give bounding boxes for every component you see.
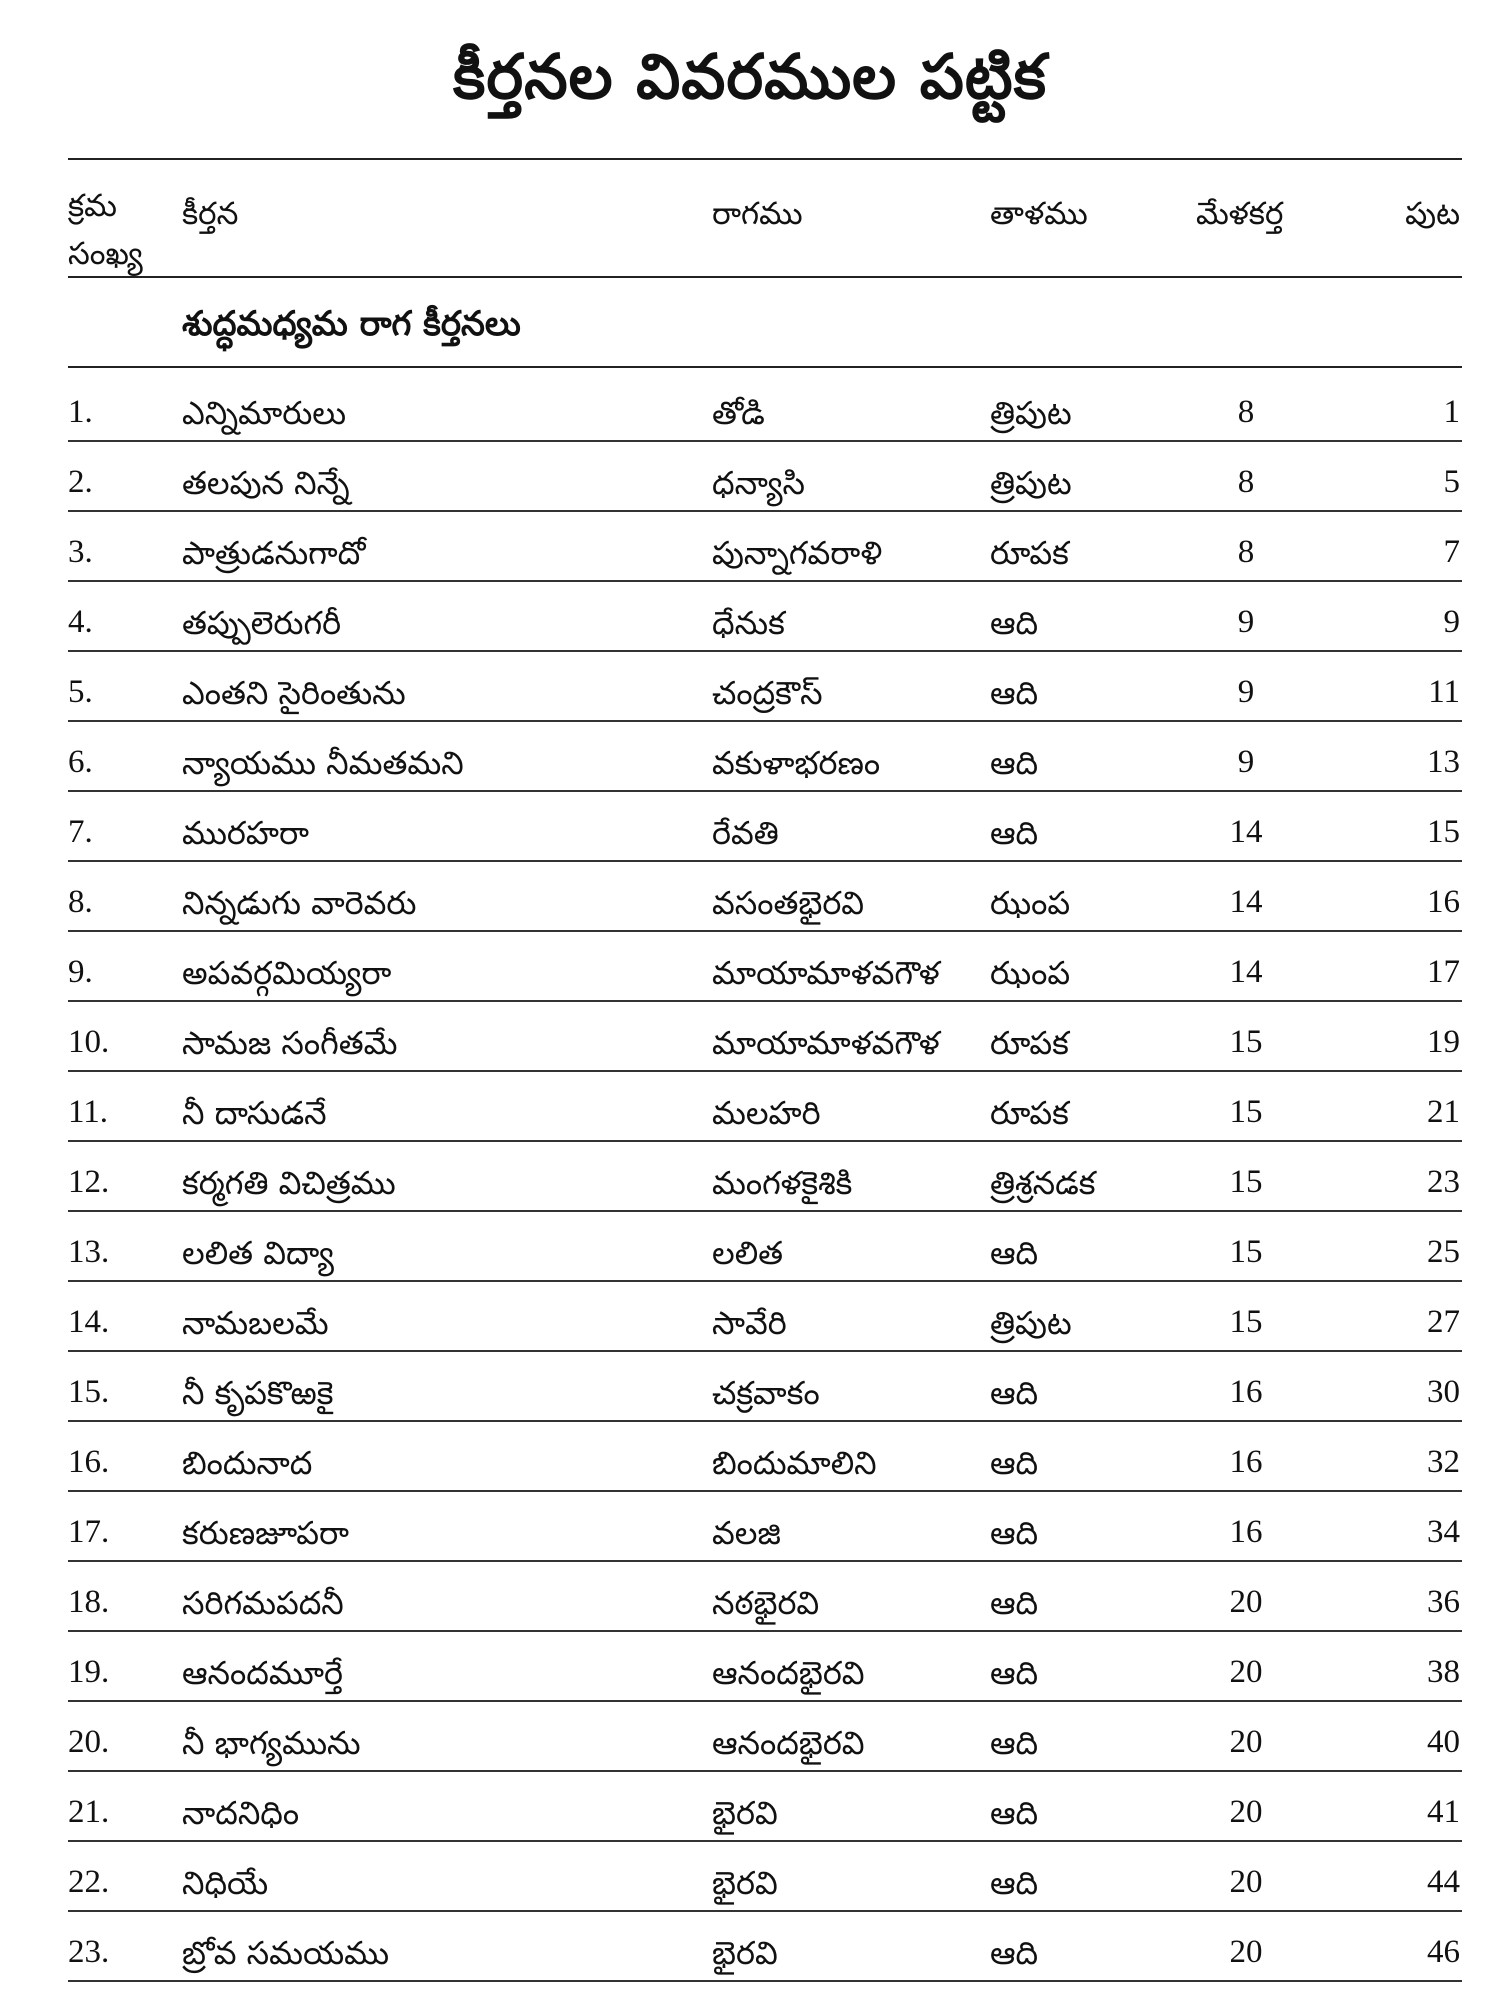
kirtana-cell: నీ భాగ్యమును — [182, 1724, 361, 1762]
page-number-cell: 17 — [1427, 954, 1460, 990]
page-number-cell: 40 — [1427, 1724, 1460, 1760]
page-number-cell: 44 — [1427, 1864, 1460, 1900]
melakarta-cell: 9 — [1237, 674, 1255, 710]
talam-cell: ఝంప — [990, 954, 1071, 992]
serial-number-cell: 19. — [68, 1654, 110, 1690]
table-row — [68, 862, 1462, 932]
kirtana-cell: తలపున నిన్నే — [182, 464, 350, 502]
header-talam: తాళము — [990, 196, 1088, 232]
table-row — [68, 1282, 1462, 1352]
kirtana-cell: ఆనందమూర్తే — [182, 1654, 344, 1692]
talam-cell: ఆది — [990, 744, 1039, 782]
ragam-cell: ధన్యాసి — [712, 464, 805, 502]
page-number-cell: 46 — [1427, 1934, 1460, 1970]
ragam-cell: చక్రవాకం — [712, 1374, 820, 1412]
page-number-cell: 5 — [1443, 464, 1460, 500]
melakarta-cell: 20 — [1229, 1724, 1263, 1760]
table-row — [68, 372, 1462, 442]
talam-cell: ఆది — [990, 1444, 1039, 1482]
serial-number-cell: 11. — [68, 1094, 109, 1130]
ragam-cell: ఆనందభైరవి — [712, 1724, 865, 1762]
melakarta-cell: 20 — [1229, 1794, 1263, 1830]
table-row — [68, 1002, 1462, 1072]
kirtana-table — [68, 372, 1462, 1982]
serial-number-cell: 15. — [68, 1374, 110, 1410]
talam-cell: ఆది — [990, 674, 1039, 712]
melakarta-cell: 8 — [1237, 394, 1255, 430]
melakarta-cell: 20 — [1229, 1864, 1263, 1900]
melakarta-cell: 20 — [1229, 1934, 1263, 1970]
page-number-cell: 32 — [1427, 1444, 1460, 1480]
talam-cell: ఝంప — [990, 884, 1071, 922]
table-row — [68, 1422, 1462, 1492]
table-row — [68, 582, 1462, 652]
kirtana-cell: ఎంతని సైరింతును — [182, 674, 406, 712]
table-row — [68, 1562, 1462, 1632]
table-row — [68, 512, 1462, 582]
table-row — [68, 1772, 1462, 1842]
section-title: శుద్ధమధ్యమ రాగ కీర్తనలు — [182, 304, 521, 344]
ragam-cell: రేవతి — [712, 814, 779, 852]
melakarta-cell: 15 — [1229, 1164, 1263, 1200]
page-number-cell: 9 — [1443, 604, 1460, 640]
kirtana-cell: నిధియే — [182, 1864, 269, 1902]
melakarta-cell: 20 — [1229, 1654, 1263, 1690]
talam-cell: ఆది — [990, 604, 1039, 642]
page-number-cell: 1 — [1443, 394, 1460, 430]
serial-number-cell: 13. — [68, 1234, 110, 1270]
kirtana-cell: లలిత విద్యా — [182, 1234, 334, 1272]
ragam-cell: భైరవి — [712, 1934, 778, 1972]
ragam-cell: చంద్రకౌస్ — [712, 674, 823, 712]
page-number-cell: 25 — [1427, 1234, 1460, 1270]
serial-number-cell: 2. — [68, 464, 93, 500]
talam-cell: త్రిశ్రనడక — [990, 1164, 1096, 1202]
serial-number-cell: 16. — [68, 1444, 110, 1480]
page-number-cell: 19 — [1427, 1024, 1460, 1060]
page-number-cell: 41 — [1427, 1794, 1460, 1830]
ragam-cell: మాయామాళవగౌళ — [712, 954, 940, 992]
kirtana-cell: న్యాయము నీమతమని — [182, 744, 464, 782]
header-ragam: రాగము — [712, 196, 803, 232]
melakarta-cell: 15 — [1229, 1234, 1263, 1270]
table-row — [68, 1632, 1462, 1702]
serial-number-cell: 10. — [68, 1024, 110, 1060]
ragam-cell: వసంతభైరవి — [712, 884, 865, 922]
table-row — [68, 1072, 1462, 1142]
melakarta-cell: 15 — [1229, 1304, 1263, 1340]
kirtana-cell: ఎన్నిమారులు — [182, 394, 347, 432]
kirtana-cell: సామజ సంగీతమే — [182, 1024, 398, 1062]
table-row — [68, 1212, 1462, 1282]
talam-cell: ఆది — [990, 1934, 1039, 1972]
table-row — [68, 1492, 1462, 1562]
melakarta-cell: 14 — [1229, 814, 1263, 850]
kirtana-cell: నిన్నడుగు వారెవరు — [182, 884, 417, 922]
ragam-cell: భైరవి — [712, 1794, 778, 1832]
ragam-cell: బిందుమాలిని — [712, 1444, 877, 1482]
melakarta-cell: 9 — [1237, 744, 1255, 780]
talam-cell: ఆది — [990, 1374, 1039, 1412]
table-row — [68, 1702, 1462, 1772]
serial-number-cell: 21. — [68, 1794, 110, 1830]
ragam-cell: ఆనందభైరవి — [712, 1654, 865, 1692]
talam-cell: ఆది — [990, 1584, 1039, 1622]
serial-number-cell: 20. — [68, 1724, 110, 1760]
serial-number-cell: 18. — [68, 1584, 110, 1620]
kirtana-cell: అపవర్గమియ్యరా — [182, 954, 392, 992]
serial-number-cell: 1. — [68, 394, 93, 430]
serial-number-cell: 3. — [68, 534, 93, 570]
talam-cell: త్రిపుట — [990, 464, 1072, 502]
header-serial-number: క్రమ సంఖ్య — [68, 188, 143, 272]
ragam-cell: సావేరి — [712, 1304, 787, 1342]
table-row — [68, 1352, 1462, 1422]
kirtana-cell: నాదనిధిం — [182, 1794, 300, 1832]
ragam-cell: మంగళకైశికి — [712, 1164, 853, 1202]
melakarta-cell: 20 — [1229, 1584, 1263, 1620]
talam-cell: ఆది — [990, 1654, 1039, 1692]
page-title: కీర్తనల వివరముల పట్టిక — [452, 40, 1048, 113]
table-row — [68, 442, 1462, 512]
kirtana-cell: మురహరా — [182, 814, 309, 852]
table-row — [68, 722, 1462, 792]
melakarta-cell: 8 — [1237, 534, 1255, 570]
page-number-cell: 16 — [1427, 884, 1460, 920]
page-number-cell: 15 — [1427, 814, 1460, 850]
melakarta-cell: 15 — [1229, 1024, 1263, 1060]
table-row — [68, 932, 1462, 1002]
serial-number-cell: 12. — [68, 1164, 110, 1200]
talam-cell: ఆది — [990, 1234, 1039, 1272]
kirtana-cell: బ్రోవ సమయము — [182, 1934, 390, 1972]
page-number-cell: 21 — [1427, 1094, 1460, 1130]
melakarta-cell: 14 — [1229, 954, 1263, 990]
talam-cell: ఆది — [990, 1794, 1039, 1832]
ragam-cell: వకుళాభరణం — [712, 744, 881, 782]
melakarta-cell: 16 — [1229, 1374, 1263, 1410]
page-number-cell: 23 — [1427, 1164, 1460, 1200]
header-bottom-rule — [68, 276, 1462, 278]
melakarta-cell: 14 — [1229, 884, 1263, 920]
page-number-cell: 34 — [1427, 1514, 1460, 1550]
header-page: పుట — [1405, 196, 1460, 232]
header-kirtana: కీర్తన — [182, 196, 239, 232]
talam-cell: రూపక — [990, 1024, 1069, 1062]
melakarta-cell: 16 — [1229, 1444, 1263, 1480]
page-number-cell: 11 — [1428, 674, 1460, 710]
kirtana-cell: నీ కృపకొఱకై — [182, 1374, 334, 1412]
table-row — [68, 792, 1462, 862]
talam-cell: ఆది — [990, 1514, 1039, 1552]
table-top-rule — [68, 158, 1462, 160]
serial-number-cell: 6. — [68, 744, 93, 780]
kirtana-cell: కరుణజూపరా — [182, 1514, 349, 1552]
page-number-cell: 38 — [1427, 1654, 1460, 1690]
melakarta-cell: 16 — [1229, 1514, 1263, 1550]
ragam-cell: భైరవి — [712, 1864, 778, 1902]
serial-number-cell: 14. — [68, 1304, 110, 1340]
talam-cell: ఆది — [990, 1724, 1039, 1762]
serial-number-cell: 7. — [68, 814, 93, 850]
talam-cell: రూపక — [990, 534, 1069, 572]
serial-number-cell: 23. — [68, 1934, 110, 1970]
section-rule — [68, 366, 1462, 368]
serial-number-cell: 9. — [68, 954, 93, 990]
ragam-cell: నఠభైరవి — [712, 1584, 820, 1622]
melakarta-cell: 8 — [1237, 464, 1255, 500]
ragam-cell: ధేనుక — [712, 604, 785, 642]
ragam-cell: తోడి — [712, 394, 765, 432]
page-number-cell: 30 — [1427, 1374, 1460, 1410]
ragam-cell: మాయామాళవగౌళ — [712, 1024, 940, 1062]
talam-cell: ఆది — [990, 814, 1039, 852]
kirtana-cell: పాత్రుడనుగాదో — [182, 534, 366, 572]
ragam-cell: వలజి — [712, 1514, 781, 1552]
talam-cell: త్రిపుట — [990, 394, 1072, 432]
talam-cell: రూపక — [990, 1094, 1069, 1132]
ragam-cell: పున్నాగవరాళి — [712, 534, 883, 572]
page-number-cell: 13 — [1427, 744, 1460, 780]
kirtana-cell: కర్మగతి విచిత్రము — [182, 1164, 396, 1202]
page-number-cell: 27 — [1427, 1304, 1460, 1340]
kirtana-cell: నీ దాసుడనే — [182, 1094, 327, 1132]
talam-cell: త్రిపుట — [990, 1304, 1072, 1342]
page-number-cell: 36 — [1427, 1584, 1460, 1620]
header-melakarta: మేళకర్త — [1196, 196, 1284, 232]
table-row — [68, 652, 1462, 722]
table-row — [68, 1912, 1462, 1982]
melakarta-cell: 9 — [1237, 604, 1255, 640]
serial-number-cell: 4. — [68, 604, 93, 640]
kirtana-cell: తప్పులెరుగరీ — [182, 604, 342, 642]
kirtana-cell: బిందునాద — [182, 1444, 313, 1482]
talam-cell: ఆది — [990, 1864, 1039, 1902]
kirtana-cell: నామబలమే — [182, 1304, 329, 1342]
table-row — [68, 1842, 1462, 1912]
kirtana-cell: సరిగమపదనీ — [182, 1584, 344, 1622]
serial-number-cell: 5. — [68, 674, 93, 710]
melakarta-cell: 15 — [1229, 1094, 1263, 1130]
serial-number-cell: 17. — [68, 1514, 110, 1550]
serial-number-cell: 8. — [68, 884, 93, 920]
ragam-cell: లలిత — [712, 1234, 784, 1272]
ragam-cell: మలహరి — [712, 1094, 821, 1132]
page-number-cell: 7 — [1443, 534, 1460, 570]
serial-number-cell: 22. — [68, 1864, 110, 1900]
table-row — [68, 1142, 1462, 1212]
